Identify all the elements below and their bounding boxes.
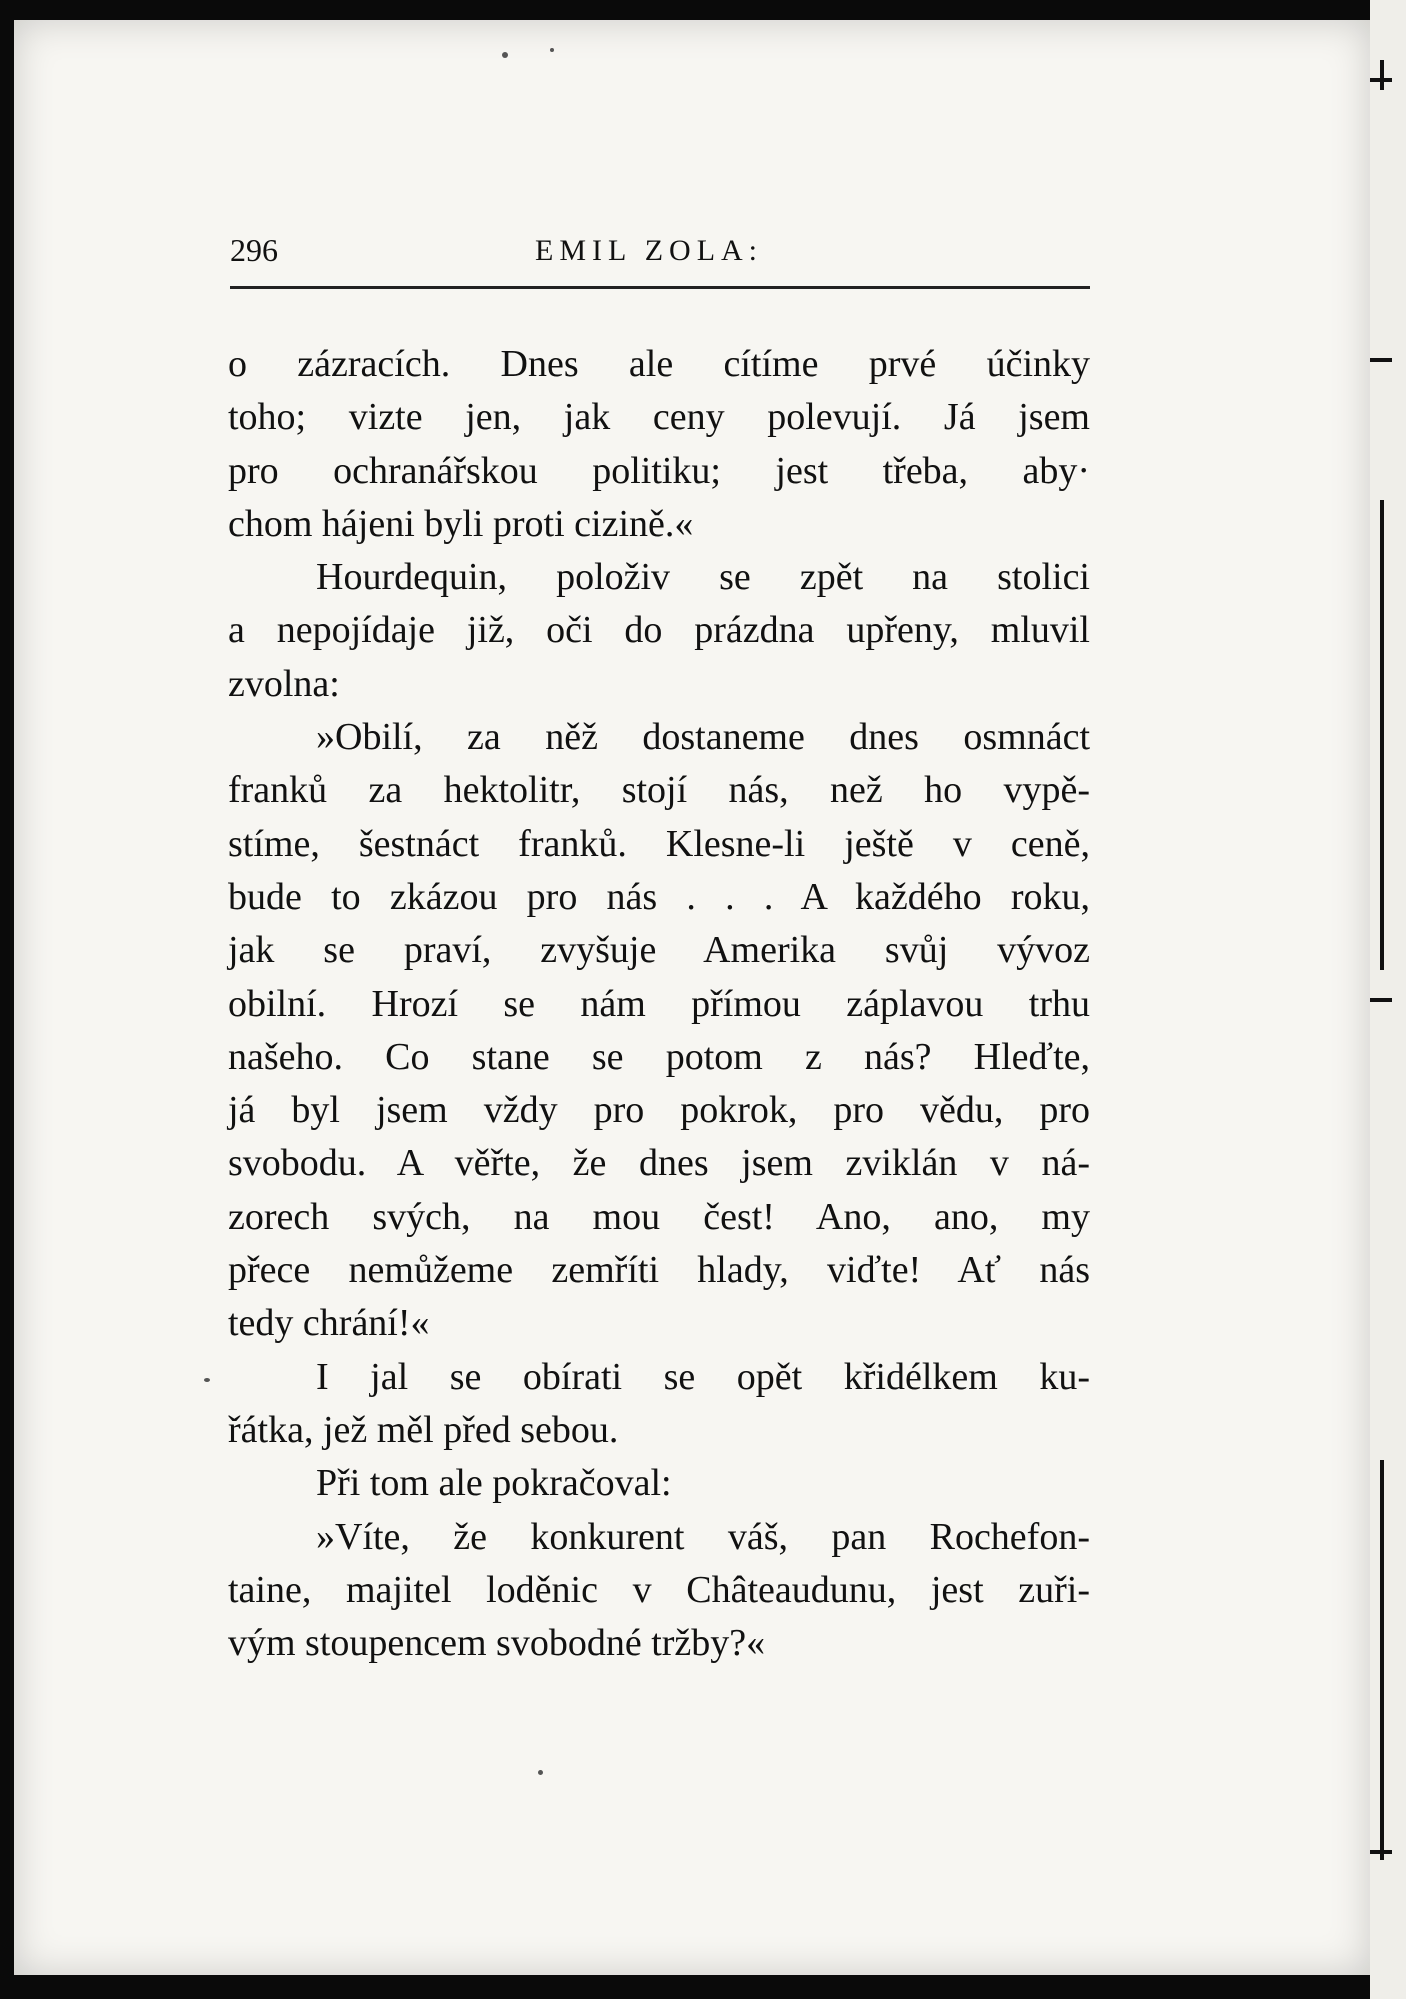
edge-mark	[1370, 1850, 1392, 1854]
edge-mark	[1380, 500, 1384, 970]
edge-mark	[1380, 1460, 1384, 1860]
edge-mark	[1370, 78, 1392, 82]
text-line: zvolna:	[228, 662, 340, 705]
text-line: tedy chrání!«	[228, 1302, 430, 1345]
text-line: a nepojídaje již, oči do prázdna upřeny, mluvil	[228, 609, 1090, 652]
text-line: zorech svých, na mou čest! Ano, ano, my	[228, 1195, 1090, 1238]
text-line: o zázracích. Dnes ale cítíme prvé účinky	[228, 343, 1090, 385]
paper-speck	[502, 52, 508, 58]
text-line: stíme, šestnáct franků. Klesne-li ještě v ceně,	[228, 822, 1090, 865]
text-line: bude to zkázou pro nás . . . A každého roku,	[228, 875, 1090, 918]
text-line: řátka, jež měl před sebou.	[228, 1408, 619, 1451]
adjacent-page-edge	[1370, 0, 1406, 1999]
text-line: I jal se obírati se opět křidélkem ku-	[316, 1355, 1090, 1398]
text-line: přece nemůžeme zemříti hlady, viďte! Ať nás	[228, 1249, 1090, 1292]
edge-mark	[1380, 60, 1384, 90]
text-line: Hourdequin, položiv se zpět na stolici	[316, 556, 1090, 599]
text-line: svobodu. A věřte, že dnes jsem zviklán v ná-	[228, 1142, 1090, 1185]
text-line: franků za hektolitr, stojí nás, než ho vypě-	[228, 769, 1090, 812]
text-line: našeho. Co stane se potom z nás? Hleďte,	[228, 1035, 1090, 1078]
text-line: Při tom ale pokračoval:	[316, 1462, 672, 1505]
text-line: toho; vizte jen, jak ceny polevují. Já jsem	[228, 396, 1090, 439]
text-line: pro ochranářskou politiku; jest třeba, aby·	[228, 449, 1090, 492]
text-line: vým stoupencem svobodné tržby?«	[228, 1622, 766, 1665]
paper-speck	[550, 48, 554, 52]
text-line: obilní. Hrozí se nám přímou záplavou trhu	[228, 982, 1090, 1025]
text-line: já byl jsem vždy pro pokrok, pro vědu, pro	[228, 1089, 1090, 1132]
text-line: »Víte, že konkurent váš, pan Rochefon-	[316, 1515, 1090, 1558]
edge-mark	[1370, 358, 1392, 362]
text-line: jak se praví, zvyšuje Amerika svůj vývoz	[228, 929, 1090, 972]
text-line: »Obilí, za něž dostaneme dnes osmnáct	[316, 716, 1090, 759]
running-head: EMIL ZOLA:	[535, 234, 764, 267]
page-number: 296	[230, 232, 278, 268]
paper-speck	[204, 1378, 210, 1382]
text-line: taine, majitel loděnic v Châteaudunu, jest zuři-	[228, 1568, 1090, 1611]
page-header	[230, 232, 1090, 272]
edge-mark	[1370, 998, 1392, 1002]
header-rule	[230, 286, 1090, 289]
paper-speck	[538, 1770, 543, 1775]
text-line: chom hájeni byli proti cizině.«	[228, 502, 694, 545]
body-text	[228, 338, 1090, 1670]
